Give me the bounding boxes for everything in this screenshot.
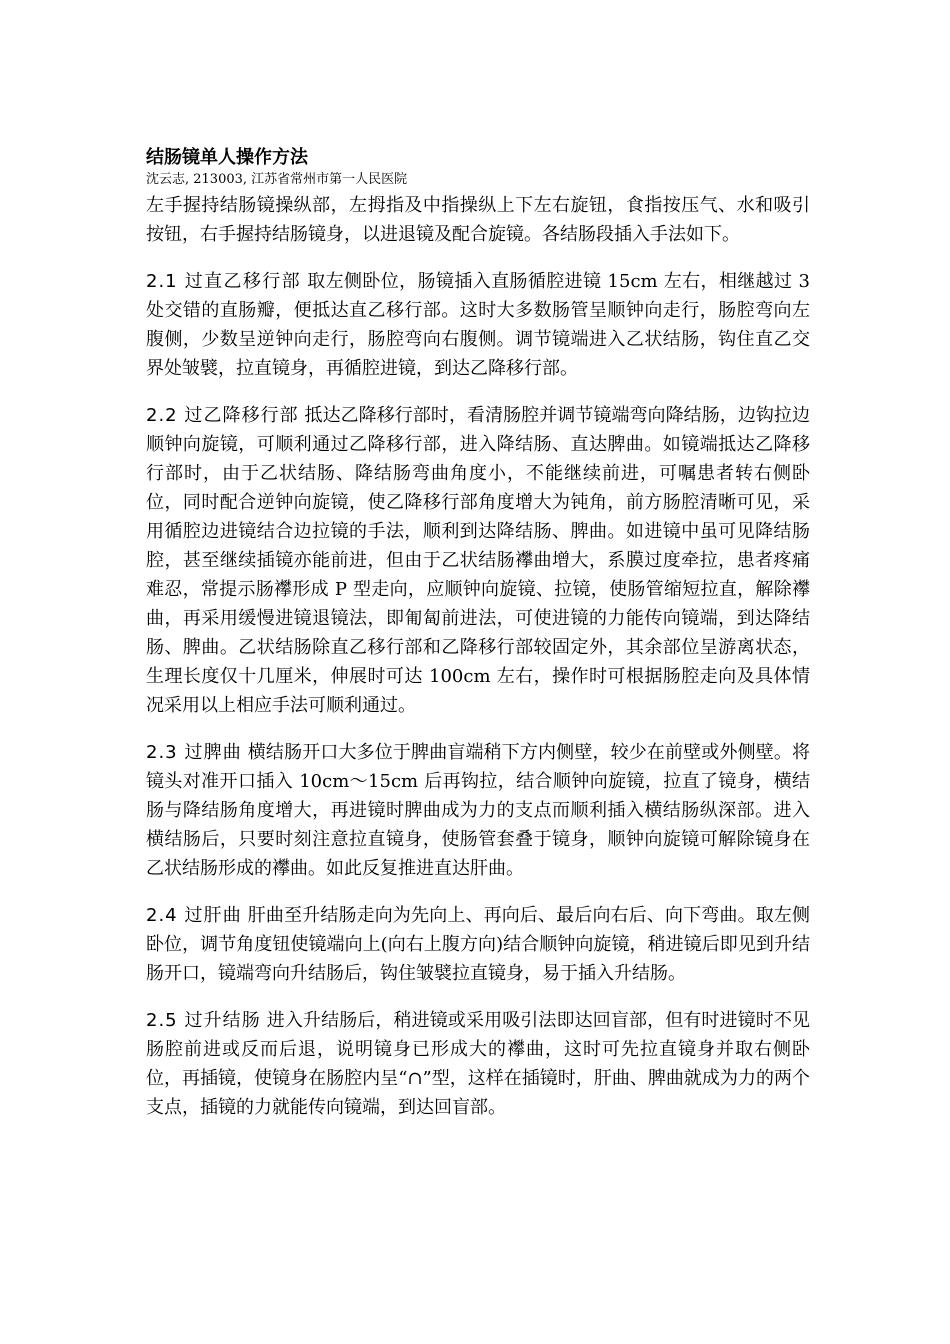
section-body: 肝曲至升结肠走向为先向上、再向后、最后向右后、向下弯曲。取左侧卧位，调节角度钮使镜端向上(向右上腹方向)结合顺钟向旋镜，稍进镜后即见到升结肠开口，镜端弯向升结肠后，钩住皱襞拉直镜身，易于插入升结肠。: [146, 905, 810, 984]
section-2-2: [146, 401, 810, 720]
section-heading: 2.4 过肝曲: [146, 905, 242, 926]
section-paragraph: [146, 738, 810, 883]
section-2-3: [146, 738, 810, 883]
section-2-4: [146, 901, 810, 988]
section-paragraph: [146, 267, 810, 383]
section-body: 进入升结肠后，稍进镜或采用吸引法即达回盲部，但有时进镜时不见肠腔前进或反而后退，说明镜身已形成大的襻曲，这时可先拉直镜身并取右侧卧位，再插镜，使镜身在肠腔内呈“∩”型，这样在插镜时，肝曲、脾曲就成为力的两个支点，插镜的力就能传向镜端，到达回盲部。: [146, 1010, 810, 1118]
section-paragraph: [146, 401, 810, 720]
section-paragraph: [146, 1006, 810, 1122]
section-body: 抵达乙降移行部时，看清肠腔并调节镜端弯向降结肠，边钩拉边顺钟向旋镜，可顺利通过乙降移行部，进入降结肠、直达脾曲。如镜端抵达乙降移行部时，由于乙状结肠、降结肠弯曲角度小，不能继续前进，可嘱患者转右侧卧位，同时配合逆钟向旋镜，使乙降移行部角度增大为钝角，前方肠腔清晰可见，采用循腔边进镜结合边拉镜的手法，顺利到达降结肠、脾曲。如进镜中虽可见降结肠腔，甚至继续插镜亦能前进，但由于乙状结肠襻曲增大，系膜过度牵拉，患者疼痛难忍，常提示肠襻形成 P 型走向，应顺钟向旋镜、拉镜，使肠管缩短拉直，解除襻曲，再采用缓慢进镜退镜法，即匍匐前进法，可使进镜的力能传向镜端，到达降结肠、脾曲。乙状结肠除直乙移行部和乙降移行部较固定外，其余部位呈游离状态，生理长度仅十几厘米，伸展时可达 100cm 左右，操作时可根据肠腔走向及具体情况采用以上相应手法可顺利通过。: [146, 405, 810, 716]
section-body: 取左侧卧位，肠镜插入直肠循腔进镜 15cm 左右，相继越过 3 处交错的直肠瓣，便抵达直乙移行部。这时大多数肠管呈顺钟向走行，肠腔弯向左腹侧，少数呈逆钟向走行，肠腔弯向右腹侧。调节镜端进入乙状结肠，钩住直乙交界处皱襞，拉直镜身，再循腔进镜，到达乙降移行部。: [146, 271, 810, 379]
author-byline: 沈云志, 213003, 江苏省常州市第一人民医院: [146, 172, 408, 187]
section-heading: 2.3 过脾曲: [146, 742, 242, 763]
section-2-1: [146, 267, 810, 383]
section-paragraph: [146, 901, 810, 988]
section-2-5: [146, 1006, 810, 1122]
intro-paragraph: 左手握持结肠镜操纵部，左拇指及中指操纵上下左右旋钮，食指按压气、水和吸引按钮，右手握持结肠镜身，以进退镜及配合旋镜。各结肠段插入手法如下。: [146, 195, 810, 245]
section-heading: 2.5 过升结肠: [146, 1010, 261, 1031]
section-heading: 2.1 过直乙移行部: [146, 271, 302, 292]
section-body: 横结肠开口大多位于脾曲盲端稍下方内侧壁，较少在前壁或外侧壁。将镜头对准开口插入 10cm～15cm 后再钩拉，结合顺钟向旋镜，拉直了镜身，横结肠与降结肠角度增大，再进镜时脾曲成为力的支点而顺利插入横结肠纵深部。进入横结肠后，只要时刻注意拉直镜身，使肠管套叠于镜身，顺钟向旋镜可解除镜身在乙状结肠形成的襻曲。如此反复推进直达肝曲。: [146, 742, 810, 879]
section-heading: 2.2 过乙降移行部: [146, 405, 299, 426]
document-page: [146, 146, 810, 1122]
article-title: 结肠镜单人操作方法: [146, 147, 308, 168]
